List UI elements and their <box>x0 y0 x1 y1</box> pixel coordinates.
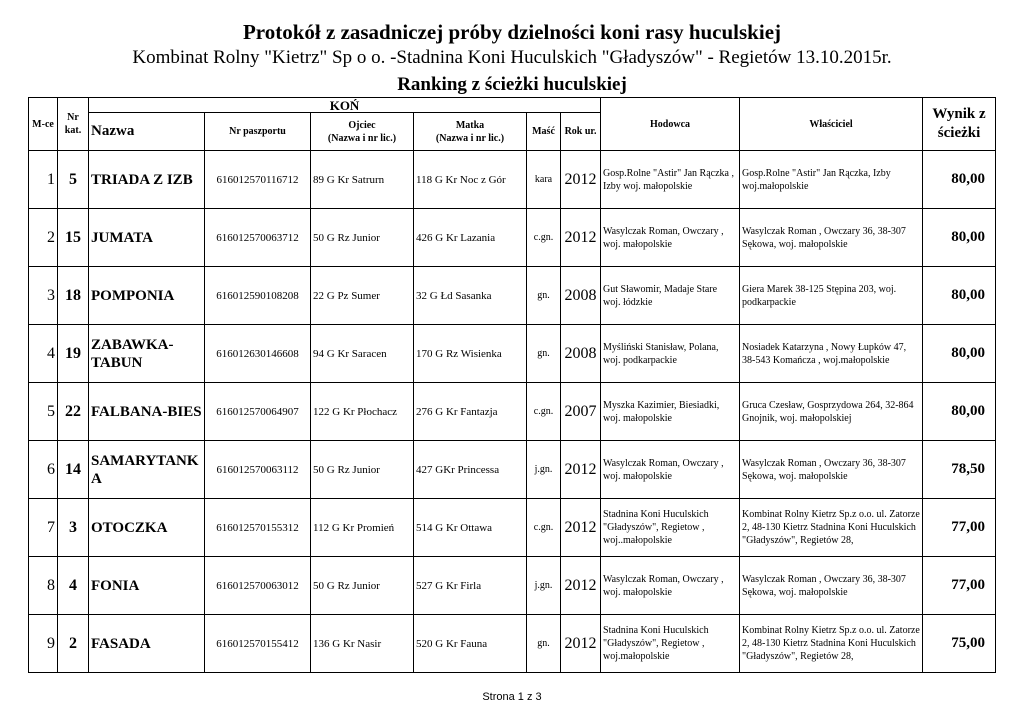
score-cell: 80,00 <box>923 267 996 325</box>
place-cell: 8 <box>29 557 58 615</box>
dam-cell: 426 G Kr Lazania <box>414 209 527 267</box>
table-row <box>29 267 996 325</box>
passport-cell: 616012630146608 <box>205 325 311 383</box>
passport-cell: 616012570063012 <box>205 557 311 615</box>
table-row <box>29 615 996 673</box>
sire-cell: 94 G Kr Saracen <box>311 325 414 383</box>
sire-cell: 89 G Kr Satrurn <box>311 151 414 209</box>
col-matka-sub: (Nazwa i nr lic.) <box>435 132 505 144</box>
coat-color-cell: gn. <box>527 615 561 673</box>
birth-year-cell: 2008 <box>561 267 601 325</box>
place-cell: 9 <box>29 615 58 673</box>
col-rok: Rok ur. <box>561 113 601 151</box>
birth-year-cell: 2012 <box>561 441 601 499</box>
table-row <box>29 499 996 557</box>
col-kat-label: kat. <box>64 125 82 136</box>
sire-cell: 50 G Rz Junior <box>311 209 414 267</box>
sire-cell: 22 G Pz Sumer <box>311 267 414 325</box>
coat-color-cell: j.gn. <box>527 441 561 499</box>
col-wynik-line2: ścieżki <box>937 125 981 141</box>
table-row <box>29 325 996 383</box>
coat-color-cell: gn. <box>527 325 561 383</box>
owner-cell: Wasylczak Roman , Owczary 36, 38-307 Sękowa, woj. małopolskie <box>740 557 923 615</box>
col-wlasciciel: Właściciel <box>740 98 923 151</box>
birth-year-cell: 2012 <box>561 151 601 209</box>
horse-name-cell: FALBANA-BIES <box>89 383 205 441</box>
col-ojciec-sub: (Nazwa i nr lic.) <box>327 132 397 144</box>
sire-cell: 136 G Kr Nasir <box>311 615 414 673</box>
place-cell: 3 <box>29 267 58 325</box>
coat-color-cell: j.gn. <box>527 557 561 615</box>
owner-cell: Kombinat Rolny Kietrz Sp.z o.o. ul. Zatorze 2, 48-130 Kietrz Stadnina Koni Huculskich "Gładyszów", Regietów 28, <box>740 615 923 673</box>
document-title: Protokół z zasadniczej próby dzielności koni rasy huculskiej <box>242 20 782 44</box>
col-matka <box>414 113 527 151</box>
score-cell: 80,00 <box>923 325 996 383</box>
dam-cell: 118 G Kr Noc z Gór <box>414 151 527 209</box>
catalog-number-cell: 19 <box>58 325 89 383</box>
sire-cell: 122 G Kr Płochacz <box>311 383 414 441</box>
catalog-number-cell: 14 <box>58 441 89 499</box>
col-nr-kat <box>58 98 89 151</box>
passport-cell: 616012570116712 <box>205 151 311 209</box>
col-wynik <box>923 98 996 151</box>
col-masc: Maść <box>527 113 561 151</box>
score-cell: 77,00 <box>923 499 996 557</box>
table-row <box>29 557 996 615</box>
col-nazwa: Nazwa <box>89 113 205 151</box>
score-cell: 78,50 <box>923 441 996 499</box>
table-row <box>29 151 996 209</box>
dam-cell: 527 G Kr Firla <box>414 557 527 615</box>
owner-cell: Gosp.Rolne "Astir" Jan Rączka, Izby woj.małopolskie <box>740 151 923 209</box>
passport-cell: 616012570064907 <box>205 383 311 441</box>
coat-color-cell: c.gn. <box>527 499 561 557</box>
breeder-cell: Stadnina Koni Huculskich "Gładyszów", Regietow , woj.małopolskie <box>601 615 740 673</box>
col-kon-group: KOŃ <box>89 98 601 113</box>
place-cell: 4 <box>29 325 58 383</box>
coat-color-cell: kara <box>527 151 561 209</box>
owner-cell: Kombinat Rolny Kietrz Sp.z o.o. ul. Zatorze 2, 48-130 Kietrz Stadnina Koni Huculskich "Gładyszów", Regietów 28, <box>740 499 923 557</box>
birth-year-cell: 2012 <box>561 615 601 673</box>
catalog-number-cell: 3 <box>58 499 89 557</box>
score-cell: 80,00 <box>923 209 996 267</box>
horse-name-cell: JUMATA <box>89 209 205 267</box>
horse-name-cell: FONIA <box>89 557 205 615</box>
birth-year-cell: 2007 <box>561 383 601 441</box>
place-cell: 5 <box>29 383 58 441</box>
ranking-table <box>28 97 996 673</box>
col-matka-label: Matka <box>455 119 485 131</box>
passport-cell: 616012590108208 <box>205 267 311 325</box>
score-cell: 77,00 <box>923 557 996 615</box>
horse-name-cell: OTOCZKA <box>89 499 205 557</box>
breeder-cell: Wasylczak Roman, Owczary , woj. małopolskie <box>601 209 740 267</box>
table-row <box>29 209 996 267</box>
col-wynik-line1: Wynik z <box>932 106 986 122</box>
dam-cell: 276 G Kr Fantazja <box>414 383 527 441</box>
place-cell: 2 <box>29 209 58 267</box>
score-cell: 80,00 <box>923 383 996 441</box>
col-ojciec <box>311 113 414 151</box>
col-paszport: Nr paszportu <box>205 113 311 151</box>
place-cell: 7 <box>29 499 58 557</box>
table-row <box>29 383 996 441</box>
dam-cell: 427 GKr Princessa <box>414 441 527 499</box>
horse-name-cell: POMPONIA <box>89 267 205 325</box>
catalog-number-cell: 2 <box>58 615 89 673</box>
dam-cell: 170 G Rz Wisienka <box>414 325 527 383</box>
breeder-cell: Gut Sławomir, Madaje Stare woj. łódzkie <box>601 267 740 325</box>
document-subtitle: Kombinat Rolny "Kietrz" Sp o o. -Stadnina Koni Huculskich "Gładyszów" - Regietów 13.10.2015r. <box>132 47 892 68</box>
passport-cell: 616012570063112 <box>205 441 311 499</box>
owner-cell: Wasylczak Roman , Owczary 36, 38-307 Sękowa, woj. małopolskie <box>740 209 923 267</box>
horse-name-cell: FASADA <box>89 615 205 673</box>
coat-color-cell: c.gn. <box>527 209 561 267</box>
coat-color-cell: gn. <box>527 267 561 325</box>
score-cell: 80,00 <box>923 151 996 209</box>
sire-cell: 112 G Kr Promień <box>311 499 414 557</box>
catalog-number-cell: 18 <box>58 267 89 325</box>
breeder-cell: Wasylczak Roman, Owczary , woj. małopolskie <box>601 557 740 615</box>
table-row <box>29 441 996 499</box>
col-m-ce: M-ce <box>29 98 58 151</box>
horse-name-cell: TRIADA Z IZB <box>89 151 205 209</box>
breeder-cell: Gosp.Rolne "Astir" Jan Rączka , Izby woj. małopolskie <box>601 151 740 209</box>
section-title: Ranking z ścieżki huculskiej <box>397 74 627 95</box>
owner-cell: Giera Marek 38-125 Stępina 203, woj. podkarpackie <box>740 267 923 325</box>
place-cell: 6 <box>29 441 58 499</box>
breeder-cell: Wasylczak Roman, Owczary , woj. małopolskie <box>601 441 740 499</box>
horse-name-cell: ZABAWKA-TABUN <box>89 325 205 383</box>
breeder-cell: Myśliński Stanisław, Polana, woj. podkarpackie <box>601 325 740 383</box>
score-cell: 75,00 <box>923 615 996 673</box>
col-hodowca: Hodowca <box>601 98 740 151</box>
birth-year-cell: 2012 <box>561 499 601 557</box>
passport-cell: 616012570155412 <box>205 615 311 673</box>
owner-cell: Wasylczak Roman , Owczary 36, 38-307 Sękowa, woj. małopolskie <box>740 441 923 499</box>
sire-cell: 50 G Rz Junior <box>311 557 414 615</box>
owner-cell: Nosiadek Katarzyna , Nowy Łupków 47, 38-543 Komańcza , woj.małopolskie <box>740 325 923 383</box>
dam-cell: 32 G Łd Sasanka <box>414 267 527 325</box>
breeder-cell: Myszka Kazimier, Biesiadki, woj. małopolskie <box>601 383 740 441</box>
dam-cell: 520 G Kr Fauna <box>414 615 527 673</box>
owner-cell: Gruca Czesław, Gosprzydowa 264, 32-864 Gnojnik, woj. małopolskiej <box>740 383 923 441</box>
birth-year-cell: 2012 <box>561 557 601 615</box>
place-cell: 1 <box>29 151 58 209</box>
dam-cell: 514 G Kr Ottawa <box>414 499 527 557</box>
passport-cell: 616012570063712 <box>205 209 311 267</box>
col-nr-label: Nr <box>67 112 79 123</box>
horse-name-cell: SAMARYTANKA <box>89 441 205 499</box>
header-row-1 <box>29 98 996 113</box>
sire-cell: 50 G Rz Junior <box>311 441 414 499</box>
breeder-cell: Stadnina Koni Huculskich "Gładyszów", Regietow , woj..małopolskie <box>601 499 740 557</box>
catalog-number-cell: 5 <box>58 151 89 209</box>
coat-color-cell: c.gn. <box>527 383 561 441</box>
birth-year-cell: 2012 <box>561 209 601 267</box>
catalog-number-cell: 15 <box>58 209 89 267</box>
passport-cell: 616012570155312 <box>205 499 311 557</box>
page-number: Strona 1 z 3 <box>482 691 542 703</box>
catalog-number-cell: 4 <box>58 557 89 615</box>
catalog-number-cell: 22 <box>58 383 89 441</box>
col-ojciec-label: Ojciec <box>348 119 376 131</box>
birth-year-cell: 2008 <box>561 325 601 383</box>
